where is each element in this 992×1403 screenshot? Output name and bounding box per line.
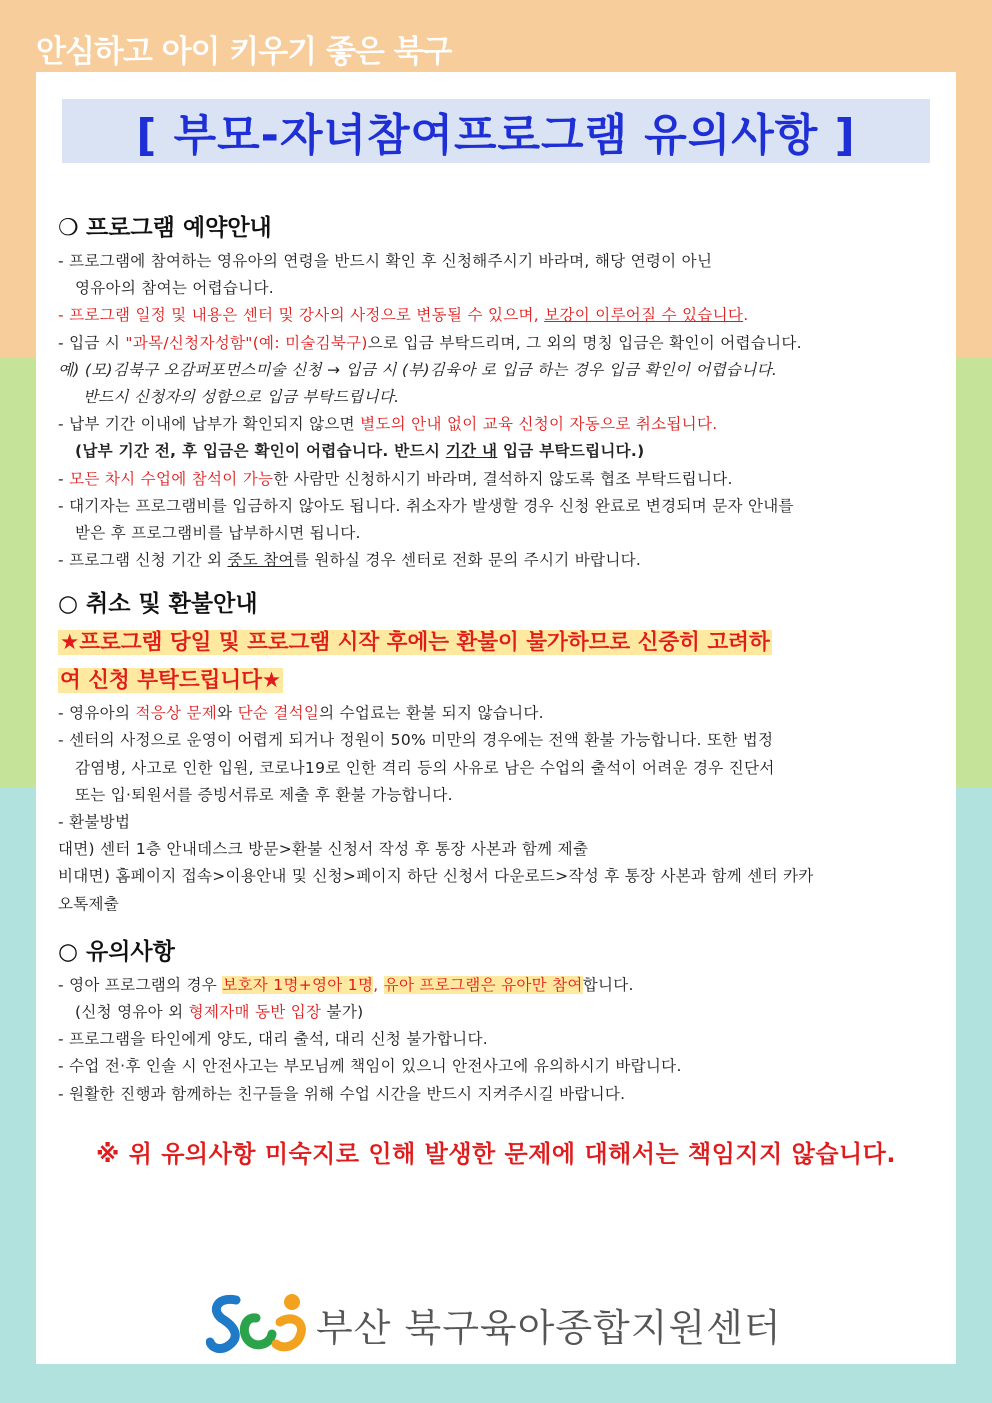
list-item: - 대기자는 프로그램비를 입금하지 않아도 됩니다. 취소자가 발생할 경우 신청 완료로 변경되며 문자 안내를 — [58, 496, 794, 515]
list-item: - 모든 차시 수업에 참석이 가능한 사람만 신청하시기 바라며, 결석하지 않도록 협조 부탁드립니다. — [58, 469, 733, 488]
footer — [206, 1284, 782, 1364]
example-note: 예) (모)김북구 오감퍼포먼스미술 신청 → 입금 시 (부)김육아 로 입금 하는 경우 입금 확인이 어렵습니다. — [58, 360, 778, 379]
list-item: - 납부 기간 이내에 납부가 확인되지 않으면 별도의 안내 없이 교육 신청이 자동으로 취소됩니다. — [58, 415, 718, 434]
list-item: 받은 후 프로그램비를 납부하시면 됩니다. — [75, 523, 361, 542]
page-title: [ 부모-자녀참여프로그램 유의사항 ] — [136, 110, 856, 161]
center-logo-icon — [206, 1288, 308, 1360]
organization-name: 부산 북구육아종합지원센터 — [316, 1305, 782, 1350]
list-item: - 입금 시 "과목/신청자성함"(예: 미술김북구)으로 입금 부탁드리며, 그 외의 명칭 입금은 확인이 어렵습니다. — [58, 333, 802, 352]
refund-warning: ★프로그램 당일 및 프로그램 시작 후에는 환불이 불가하므로 신중히 고려하 — [60, 630, 770, 656]
disclaimer: ※ 위 유의사항 미숙지로 인해 발생한 문제에 대해서는 책임지지 않습니다. — [96, 1139, 896, 1168]
list-item: 오톡제출 — [58, 894, 120, 913]
list-item: - 센터의 사정으로 운영이 어렵게 되거나 정원이 50% 미만의 경우에는 전액 환불 가능합니다. 또한 법정 — [58, 731, 774, 750]
list-item: 비대면) 홈페이지 접속>이용안내 및 신청>페이지 하단 신청서 다운로드>작성 후 통장 사본과 함께 센터 카카 — [58, 867, 814, 886]
notice-sheet — [36, 72, 956, 1364]
list-item: - 환불방법 — [58, 813, 131, 831]
list-item: (납부 기간 전, 후 입금은 확인이 어렵습니다. 반드시 기간 내 입금 부탁드립니다.) — [75, 442, 645, 461]
refund-warning: 여 신청 부탁드립니다★ — [60, 668, 282, 694]
filled-circle-icon: ❍ — [58, 215, 79, 241]
list-item: - 프로그램 신청 기간 외 중도 참여를 원하실 경우 센터로 전화 문의 주시기 바랍니다. — [58, 551, 642, 570]
list-item: 대면) 센터 1층 안내데스크 방문>환불 신청서 작성 후 통장 사본과 함께 제출 — [58, 840, 589, 859]
list-item: - 영유아의 적응상 문제와 단순 결석일의 수업료는 환불 되지 않습니다. — [58, 704, 544, 723]
list-item: 또는 입·퇴원서를 증빙서류로 제출 후 환불 가능합니다. — [75, 785, 453, 804]
header-slogan: 안심하고 아이 키우기 좋은 북구 — [36, 34, 452, 70]
section-heading-notes: ○ 유의사항 — [58, 932, 934, 972]
list-item: - 프로그램 일정 및 내용은 센터 및 강사의 사정으로 변동될 수 있으며, 보강이 이루어질 수 있습니다. — [58, 306, 749, 325]
list-item: 감염병, 사고로 인한 입원, 코로나19로 인한 격리 등의 사유로 남은 수업의 출석이 어려운 경우 진단서 — [75, 758, 775, 777]
notice-content — [58, 208, 934, 1169]
circle-icon: ○ — [58, 591, 79, 618]
section-heading-refund: ○ 취소 및 환불안내 — [58, 584, 934, 624]
list-item: (신청 영유아 외 형제자매 동반 입장 불가) — [75, 1002, 364, 1021]
section-heading-reservation: ❍ 프로그램 예약안내 — [58, 208, 934, 248]
circle-icon: ○ — [58, 938, 79, 965]
list-item: - 수업 전·후 인솔 시 안전사고는 부모님께 책임이 있으니 안전사고에 유의하시기 바랍니다. — [58, 1057, 682, 1076]
list-item: - 프로그램에 참여하는 영유아의 연령을 반드시 확인 후 신청해주시기 바라며, 해당 연령이 아닌 — [58, 252, 713, 270]
list-item: 영유아의 참여는 어렵습니다. — [75, 279, 274, 298]
example-note: 반드시 신청자의 성함으로 입금 부탁드립니다. — [83, 387, 400, 406]
list-item: - 프로그램을 타인에게 양도, 대리 출석, 대리 신청 불가합니다. — [58, 1030, 488, 1049]
list-item: - 원활한 진행과 함께하는 친구들을 위해 수업 시간을 반드시 지켜주시길 바랍니다. — [58, 1084, 626, 1103]
list-item: - 영아 프로그램의 경우 보호자 1명+영아 1명, 유아 프로그램은 유아만 참여합니다. — [58, 975, 634, 994]
title-banner — [62, 99, 930, 163]
